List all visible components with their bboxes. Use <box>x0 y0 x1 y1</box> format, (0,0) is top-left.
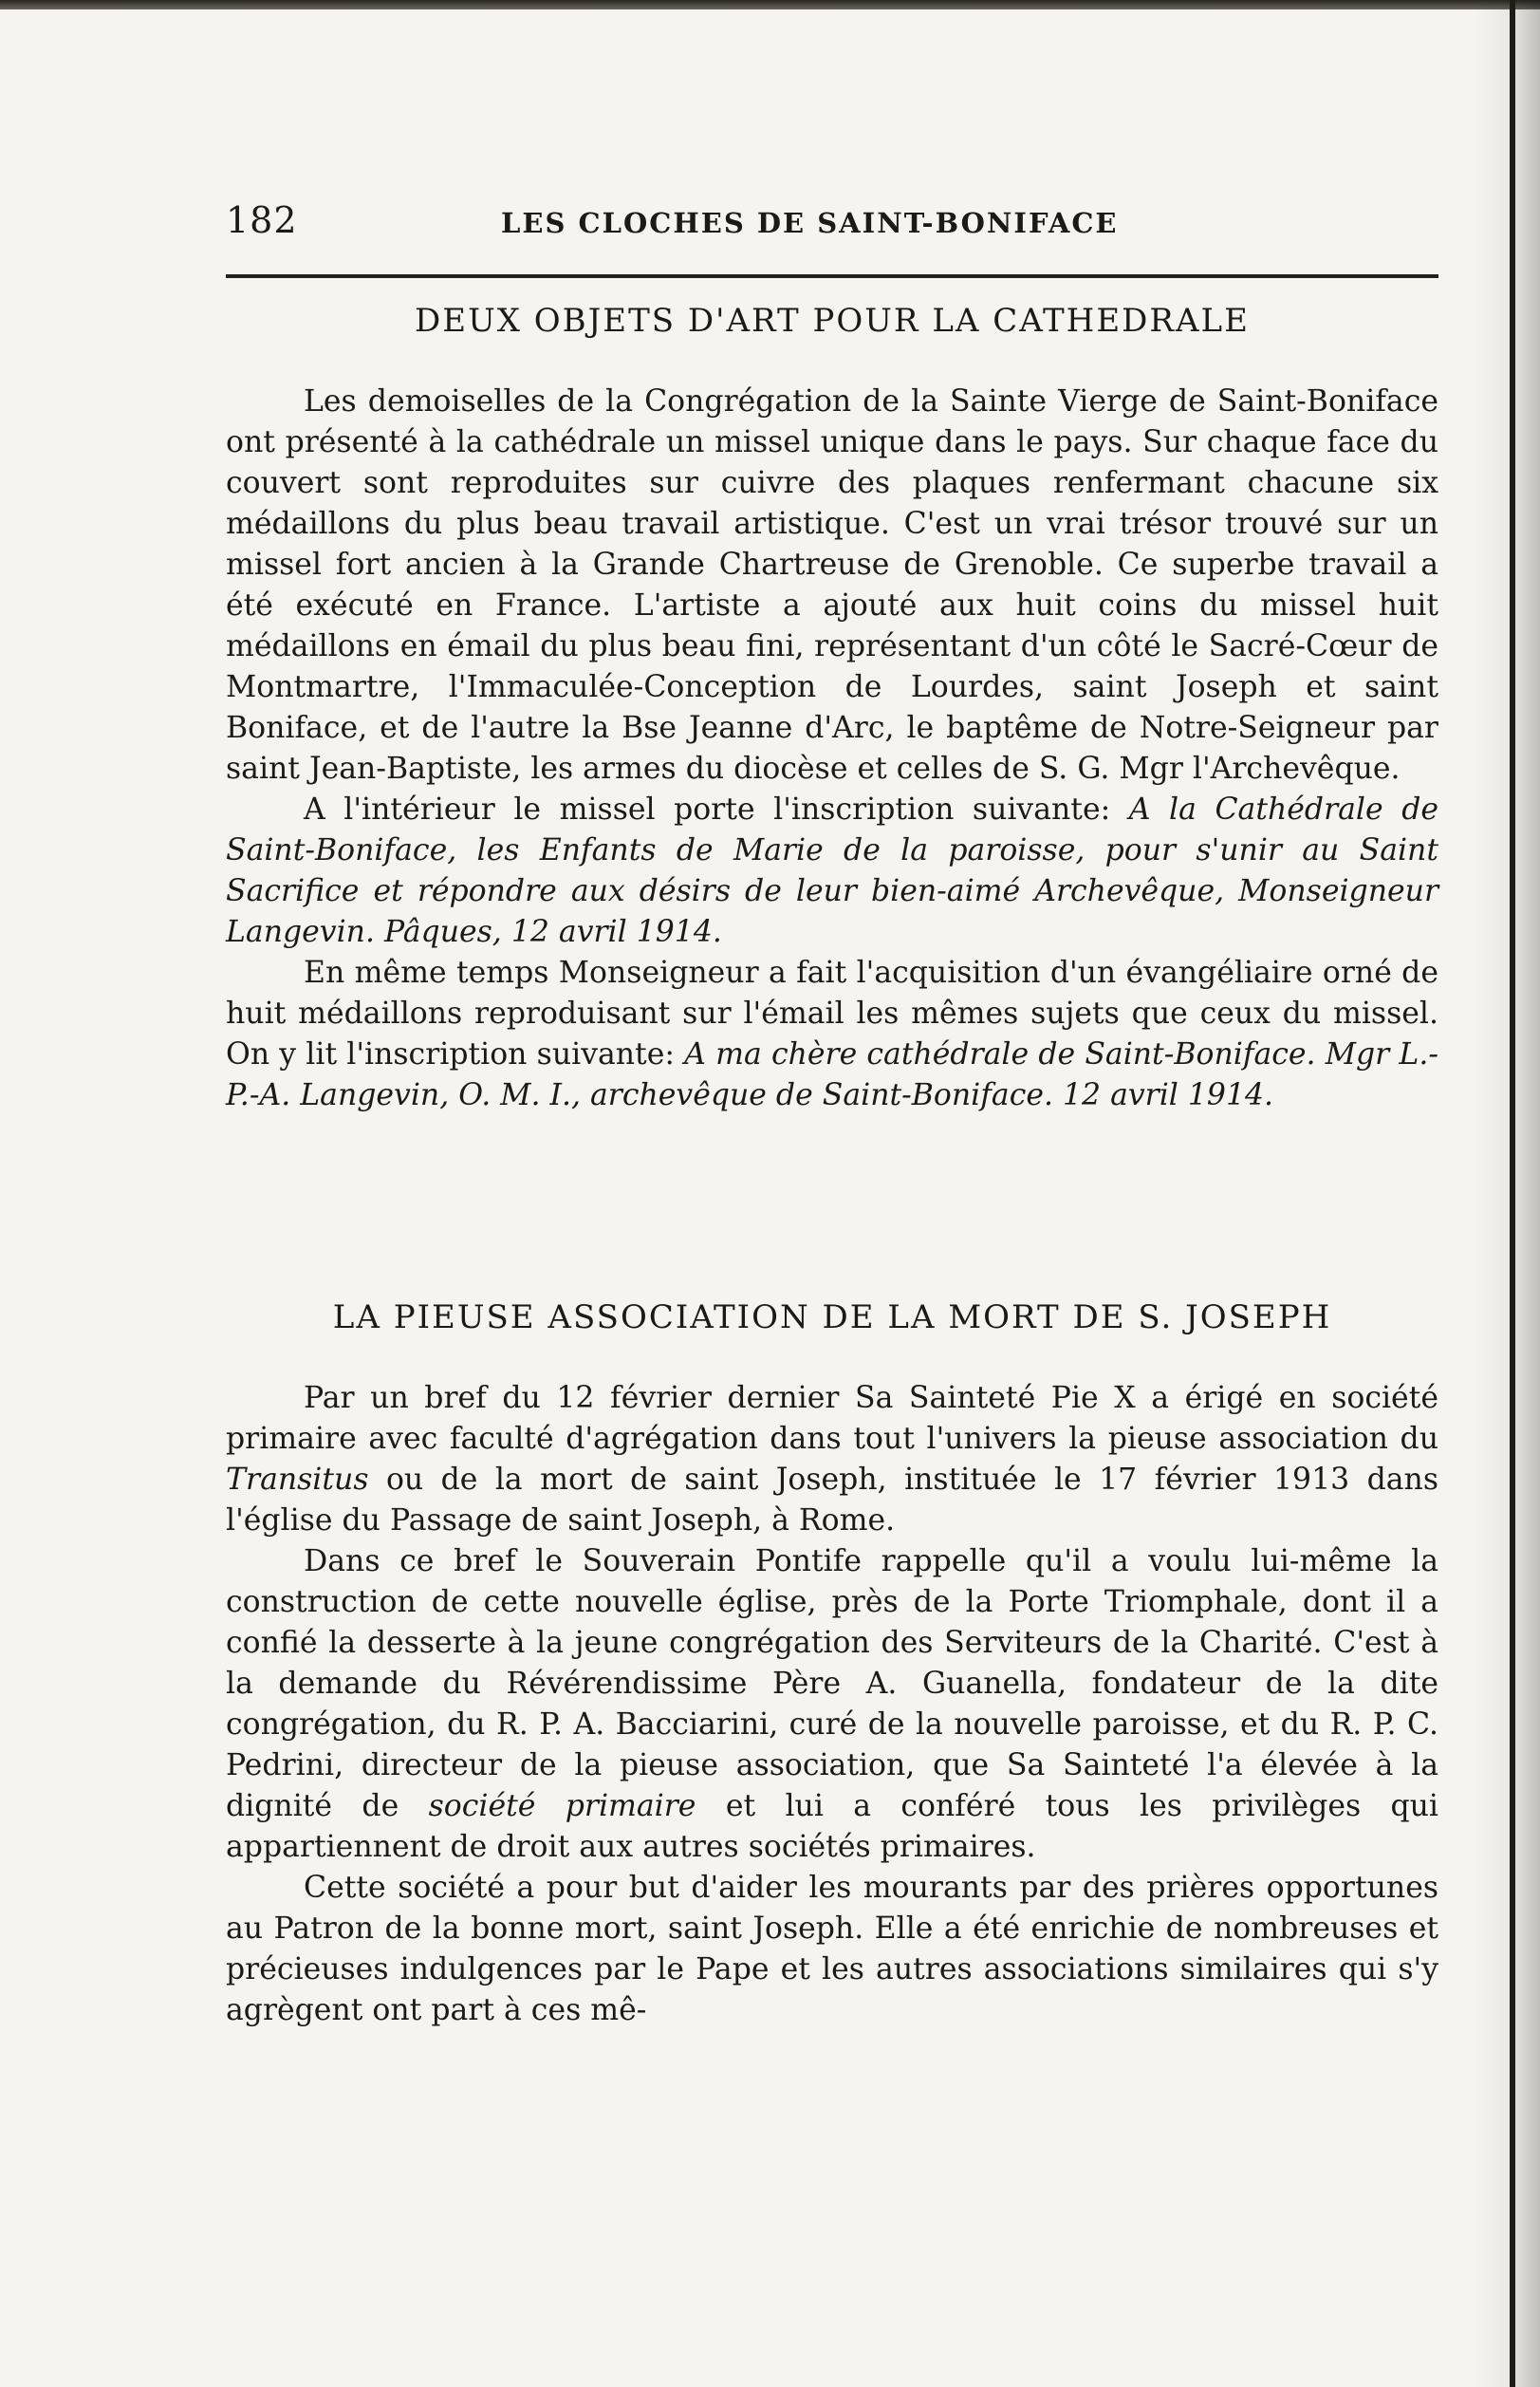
header-rule <box>226 274 1438 278</box>
bref-text-a: Par un bref du 12 février dernier Sa Sainteté Pie X a érigé en société primaire avec faculté d'agrégation dans tout l'univers la pieuse association du <box>226 1381 1438 1456</box>
scan-binding-edge <box>1510 0 1515 2387</box>
scan-top-edge <box>0 0 1540 9</box>
section-body-objets-art <box>226 382 1438 1116</box>
evangeliaire-intro: En même temps Monseigneur a fait l'acquisition d'un évangéliaire orné de huit médaillons reproduisant sur l'émail les mêmes sujets que ceux du missel. On y lit l'inscription suivante: <box>226 956 1438 1072</box>
paragraph-bref <box>226 1378 1438 1541</box>
section-body-association <box>226 1378 1438 2031</box>
running-title: LES CLOCHES DE SAINT-BONIFACE <box>501 207 1119 239</box>
inscription-intro: A l'intérieur le missel porte l'inscription suivante: <box>304 793 1111 827</box>
page-number: 182 <box>226 199 298 241</box>
paragraph-inscription-missel <box>226 790 1438 953</box>
section-title-association: LA PIEUSE ASSOCIATION DE LA MORT DE S. JOSEPH <box>332 1298 1332 1336</box>
section-title-objets-art: DEUX OBJETS D'ART POUR LA CATHEDRALE <box>415 302 1250 340</box>
paragraph-missel: Les demoiselles de la Congrégation de la Sainte Vierge de Saint-Boniface ont présenté à la cathédrale un missel unique dans le pays. Sur chaque face du couvert sont reproduites sur cuivre des plaques renfermant chacune six médaillons du plus beau travail artistique. C'est un vrai trésor trouvé sur un missel fort ancien à la Grande Chartreuse de Grenoble. Ce superbe travail a été exécuté en France. L'artiste a ajouté aux huit coins du missel huit médaillons en émail du plus beau fini, représentant d'un côté le Sacré-Cœur de Montmartre, l'Immaculée-Conception de Lourdes, saint Joseph et saint Boniface, et de l'autre la Bse Jeanne d'Arc, le baptême de Notre-Seigneur par saint Jean-Baptiste, les armes du diocèse et celles de S. G. Mgr l'Archevêque. <box>226 384 1438 786</box>
pontife-text-b: et lui a conféré tous les privilèges qui appartiennent de droit aux autres sociétés primaires. <box>226 1789 1439 1864</box>
page-header <box>226 199 1440 256</box>
pontife-text-a: Dans ce bref le Souverain Pontife rappelle qu'il a voulu lui-même la construction de cette nouvelle église, près de la Porte Triomphale, dont il a confié la desserte à la jeune congrégation des Serviteurs de la Charité. C'est à la demande du Révérendissime Père A. Guanella, fondateur de la dite congrégation, du R. P. A. Bacciarini, curé de la nouvelle paroisse, et du R. P. C. Pedrini, directeur de la pieuse association, que Sa Sainteté l'a élevée à la dignité de <box>226 1544 1438 1823</box>
paragraph-societe-but: Cette société a pour but d'aider les mourants par des prières opportunes au Patron de la bonne mort, saint Joseph. Elle a été enrichie de nombreuses et précieuses indulgences par le Pape et les autres associations similaires qui s'y agrègent ont part à ces mê- <box>226 1871 1438 2027</box>
societe-primaire-term: société primaire <box>428 1789 696 1823</box>
inscription-missel-text: A la Cathédrale de Saint-Boniface, les Enfants de Marie de la paroisse, pour s'unir au Saint Sacrifice et répondre aux désirs de leur bien-aimé Archevêque, Monseigneur Langevin. Pâques, 12 avril 1914. <box>226 793 1438 949</box>
paragraph-evangeliaire <box>226 953 1438 1116</box>
bref-text-b: ou de la mort de saint Joseph, instituée le 17 février 1913 dans l'église du Passage de saint Joseph, à Rome. <box>226 1463 1439 1538</box>
paragraph-souverain-pontife <box>226 1541 1438 1868</box>
inscription-evangeliaire-text: A ma chère cathédrale de Saint-Boniface. Mgr L.-P.-A. Langevin, O. M. I., archevêque de Saint-Boniface. 12 avril 1914. <box>226 1037 1438 1112</box>
scan-right-shadow <box>1474 0 1540 2387</box>
transitus-term: Transitus <box>226 1463 369 1497</box>
